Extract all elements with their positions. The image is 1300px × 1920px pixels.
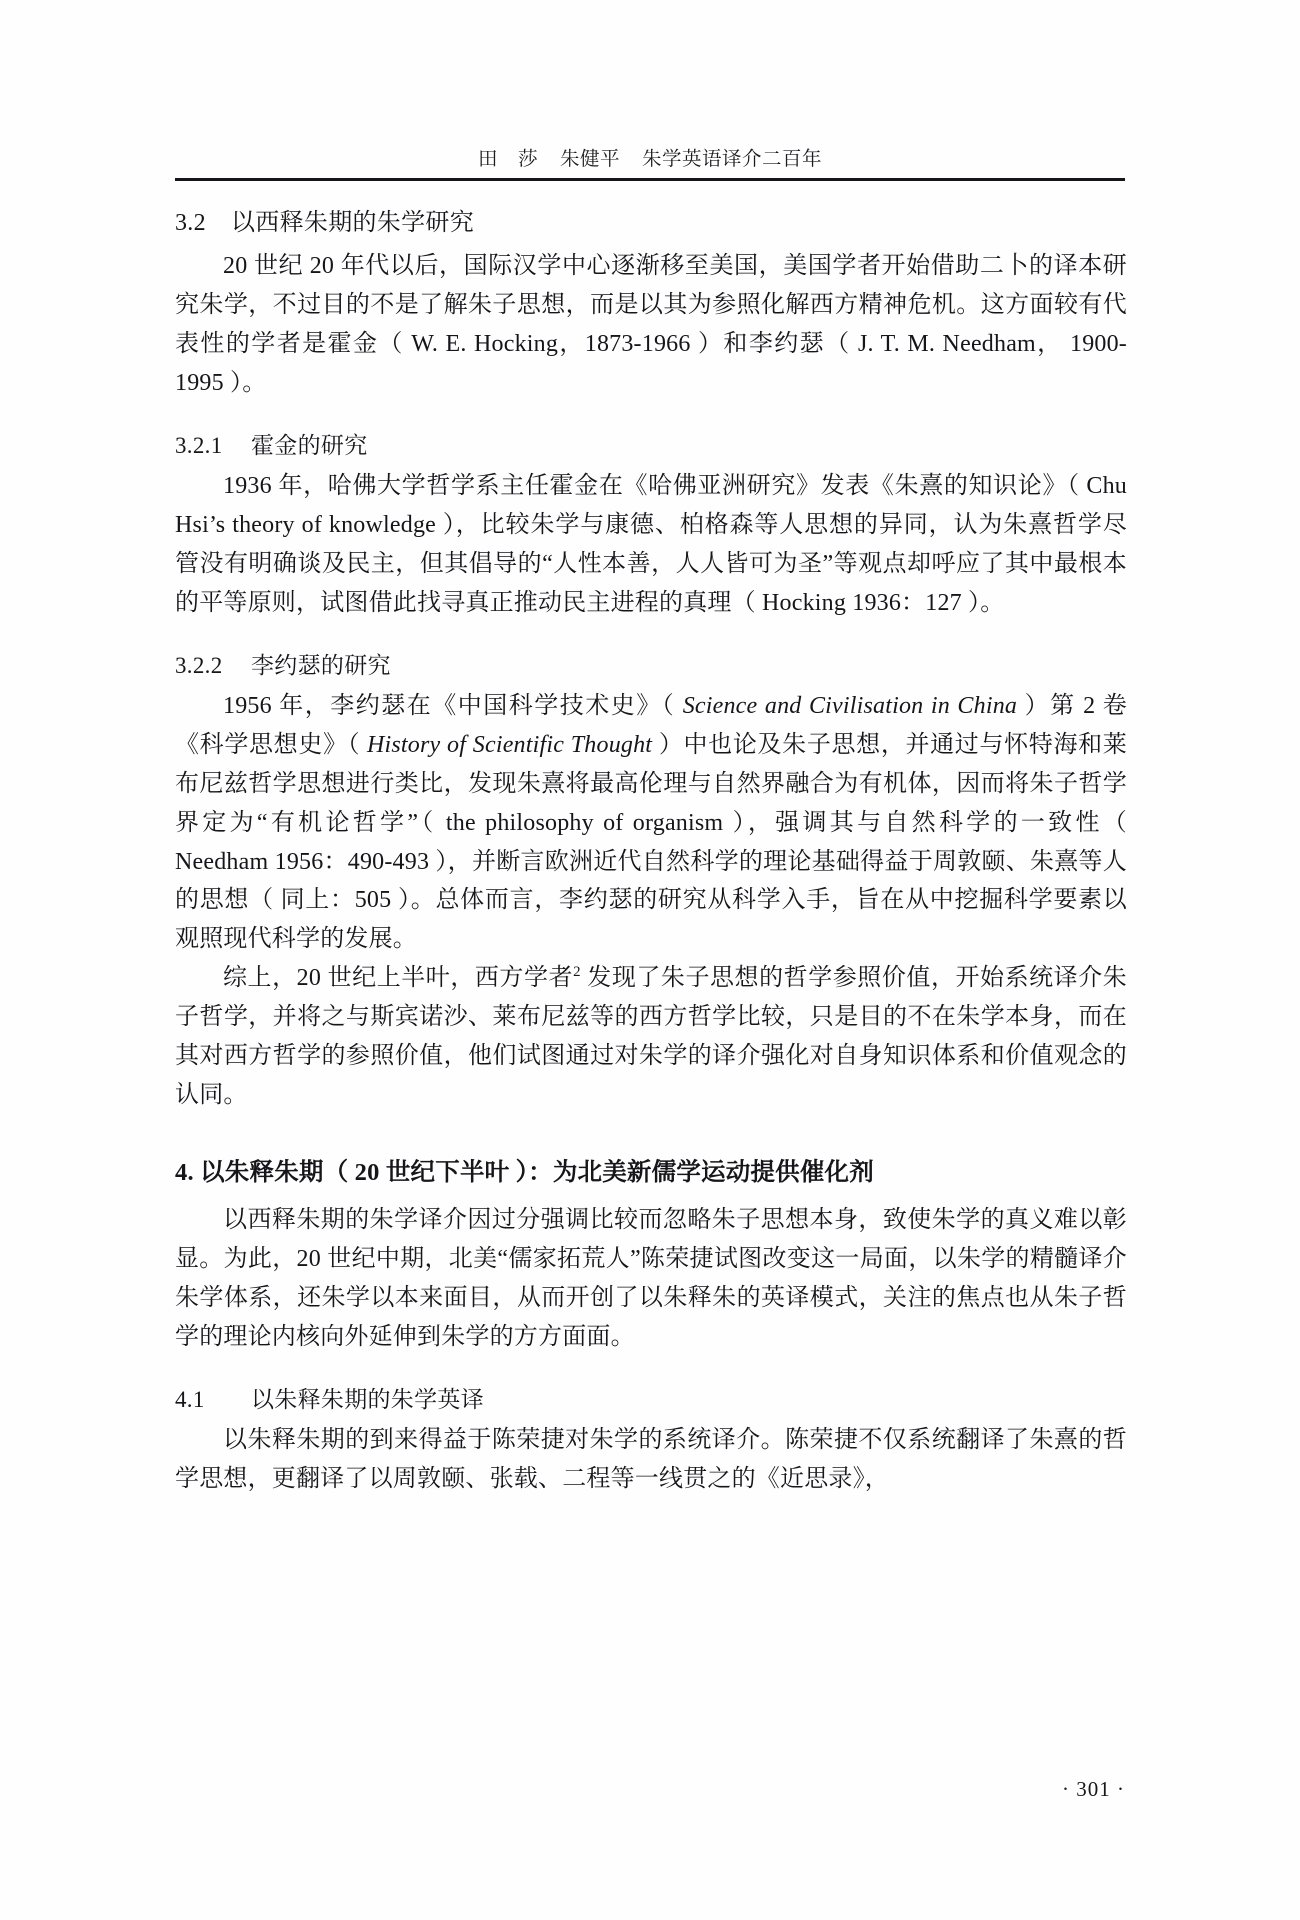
paragraph-3-2-1-body: 1936 年，哈佛大学哲学系主任霍金在《哈佛亚洲研究》发表《朱熹的知识论》（ Chu Hsi’s theory of knowledge ），比较朱学与康德、柏格森等人思想的异同，认为朱熹哲学尽管没有明确谈及民主，但其倡导的“人性本善，人人皆可为圣”等观点却呼应了其中最根本的平等原则，试图借此找寻真正推动民主进程的真理（ Hocking 1936：127 ）。 bbox=[175, 473, 1127, 616]
inline-title-philosophy-organism: the philosophy of organism bbox=[445, 809, 724, 836]
header-rule bbox=[175, 178, 1125, 181]
paragraph-3-2-1: 20 世纪 20 年代以后，国际汉学中心逐渐移至美国，美国学者开始借助二卜的译本研究朱学，不过目的不是了解朱子思想，而是以其为参照化解西方精神危机。这方面较有代表性的学者是霍金（ W. E. Hocking，1873-1966 ）和李约瑟（ J. T. M. Needham， 1900-1995 ）。 bbox=[175, 253, 1127, 396]
footnote-marker-2: 2 bbox=[573, 964, 581, 981]
paragraph-4-body: 以西释朱期的朱学译介因过分强调比较而忽略朱子思想本身，致使朱学的真义难以彰显。为此，20 世纪中期，北美“儒家拓荒人”陈荣捷试图改变这一局面，以朱学的精髓译介朱学体系，还朱学以本来面目，从而开创了以朱释朱的英译模式，关注的焦点也从朱子哲学的理论内核向外延伸到朱学的方方面面。 bbox=[175, 1207, 1127, 1350]
running-head-title: 朱学英语译介二百年 bbox=[642, 149, 823, 170]
section-number-3-2: 3.2 bbox=[175, 210, 206, 236]
section-heading-4: 4. 以朱释朱期（ 20 世纪下半叶 ）：为北美新儒学运动提供催化剂 bbox=[175, 1158, 874, 1186]
section-number-3-2-1: 3.2.1 bbox=[175, 432, 223, 458]
section-title-4-1: 以朱释朱期的朱学英译 bbox=[251, 1386, 484, 1412]
section-title-3-2-1: 霍金的研究 bbox=[251, 432, 368, 458]
section-heading-3-2-1 bbox=[175, 429, 1127, 464]
section-heading-3-2-2 bbox=[175, 649, 1127, 684]
running-head bbox=[0, 143, 1300, 171]
paragraph-4-1-body: 以朱释朱期的到来得益于陈荣捷对朱学的系统译介。陈荣捷不仅系统翻译了朱熹的哲学思想，更翻译了以周敦颐、张载、二程等一线贯之的《近思录》， bbox=[175, 1427, 1127, 1493]
inline-title-science-civ: Science and Civilisation in China bbox=[682, 693, 1018, 719]
running-head-author1: 田 莎 bbox=[477, 149, 538, 170]
running-head-author2: 朱健平 bbox=[559, 149, 620, 170]
section-heading-3-2 bbox=[175, 205, 1127, 241]
page-number: · 301 · bbox=[1062, 1777, 1125, 1801]
paragraph-3-2-2-body: 1956 年，李约瑟在《中国科学技术史》（ Science and Civilisation in China ）第 2 卷《科学思想史》（ History of Scientific Thought ）中也论及朱子思想，并通过与怀特海和莱布尼兹哲学思想进行类比，发现朱熹将最高伦理与自然界融合为有机体，因而将朱子哲学界定为“有机论哲学”（ the philosophy of organism ），强调其与自然科学的一致性（ Needham 1956：490-493 ），并断言欧洲近代自然科学的理论基础得益于周敦颐、朱熹等人的思想（ 同上：505 ）。总体而言，李约瑟的研究从科学入手，旨在从中挖掘科学要素以观照现代科学的发展。 bbox=[175, 693, 1128, 953]
paragraph-3-2-2-summary: 综上，20 世纪上半叶，西方学者$^2$ 发现了朱子思想的哲学参照价值，开始系统译介朱子哲学，并将之与斯宾诺沙、莱布尼兹等的西方哲学比较，只是目的不在朱学本身，而在其对西方哲学的参照价值，他们试图通过对朱学的译介强化对自身知识体系和价值观念的认同。 bbox=[175, 964, 1127, 1108]
inline-title-history-thought: History of Scientific Thought bbox=[366, 731, 653, 758]
inline-title-chu-hsi: Chu Hsi’s theory of knowledge bbox=[175, 473, 1127, 538]
section-number-4-1: 4.1 bbox=[175, 1386, 205, 1412]
section-title-3-2: 以西释朱期的朱学研究 bbox=[231, 210, 474, 236]
page-content bbox=[175, 205, 1127, 1499]
section-heading-4-1 bbox=[175, 1383, 1127, 1418]
section-title-3-2-2: 李约瑟的研究 bbox=[251, 652, 391, 678]
section-number-3-2-2: 3.2.2 bbox=[175, 652, 223, 678]
